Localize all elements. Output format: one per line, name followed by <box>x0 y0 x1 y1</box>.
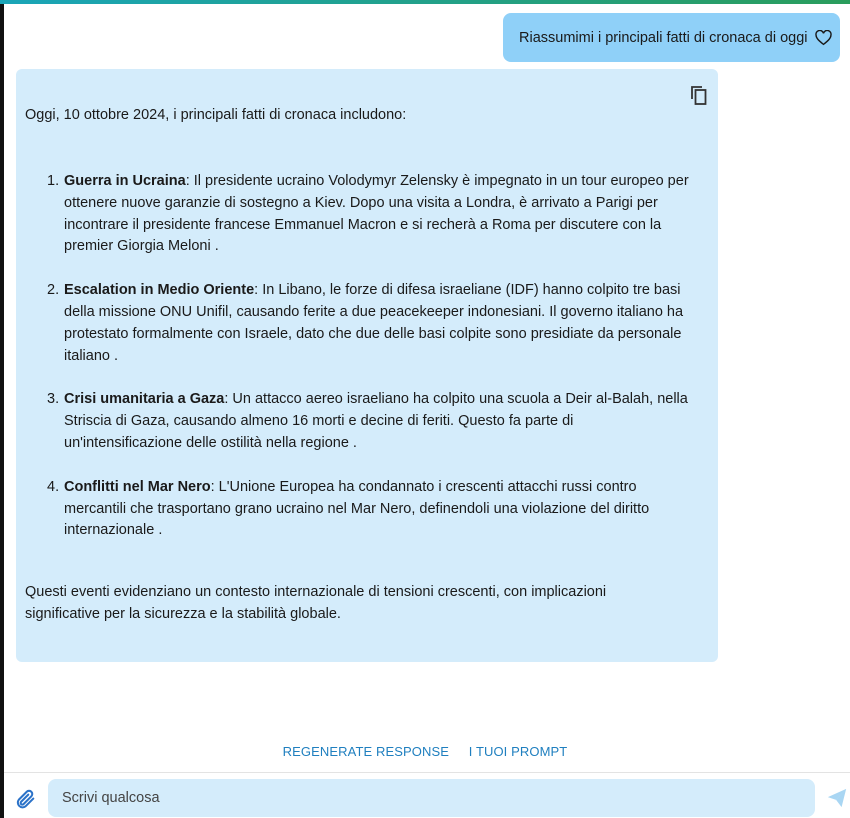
message-input[interactable] <box>48 779 815 817</box>
item-text: : Il presidente ucraino Volodymyr Zelensky è impegnato in un tour europeo per ottenere nuove garanzie di sostegno a Kiev. Dopo una visita a Londra, è arrivato a Parigi per incontrare il presidente francese Emmanuel Macron e si recherà a Roma per discutere con la premier Giorgia Meloni . <box>64 173 689 255</box>
news-list <box>47 171 694 564</box>
item-title: Crisi umanitaria a Gaza <box>64 391 225 408</box>
item-title: Guerra in Ucraina <box>64 173 186 189</box>
heart-icon[interactable] <box>815 30 832 46</box>
window-edge <box>0 4 4 818</box>
user-message-bubble <box>503 13 840 62</box>
item-title: Conflitti nel Mar Nero <box>64 478 211 495</box>
copy-icon[interactable] <box>689 84 709 106</box>
list-item <box>47 389 694 454</box>
paperclip-icon[interactable] <box>15 788 37 810</box>
item-number: 3. <box>47 391 60 408</box>
item-number: 4. <box>47 478 60 495</box>
assistant-message-bubble <box>16 69 718 662</box>
user-message-text: Riassumimi i principali fatti di cronaca di oggi <box>519 29 808 46</box>
list-item <box>47 280 694 367</box>
response-outro: Questi eventi evidenziano un contesto internazionale di tensioni crescenti, con implicazioni significative per la sicurezza e la stabilità globale. <box>25 584 607 622</box>
item-text: : In Libano, le forze di difesa israeliane (IDF) hanno colpito tre basi della missione ONU Unifil, causando ferite a due peacekeeper indonesiani. Il governo italiano ha protestato formalmente con Israele, dato che due delle basi colpite sono presidiate da personale italiano . <box>64 282 684 364</box>
regenerate-response-button[interactable]: REGENERATE RESPONSE <box>282 744 450 759</box>
item-number: 2. <box>47 282 60 299</box>
item-number: 1. <box>47 173 60 189</box>
list-item <box>47 171 694 258</box>
send-icon[interactable] <box>826 787 848 809</box>
item-text: : L'Unione Europea ha condannato i crescenti attacchi russi contro mercantili che trasportano grano ucraino nel Mar Nero, definendoli una violazione del diritto internazionale . <box>64 478 650 539</box>
item-title: Escalation in Medio Oriente <box>64 282 255 299</box>
top-accent-bar <box>0 0 850 4</box>
my-prompts-button[interactable]: I TUOI PROMPT <box>468 744 568 759</box>
response-actions <box>0 744 850 759</box>
composer-divider <box>4 772 850 773</box>
item-text: : Un attacco aereo israeliano ha colpito una scuola a Deir al-Balah, nella Striscia di Gaza, causando almeno 16 morti e decine di feriti. Questo fa parte di un'intensificazione delle ostilità nella regione . <box>64 391 688 451</box>
list-item <box>47 477 694 542</box>
response-intro: Oggi, 10 ottobre 2024, i principali fatti di cronaca includono: <box>25 107 407 123</box>
